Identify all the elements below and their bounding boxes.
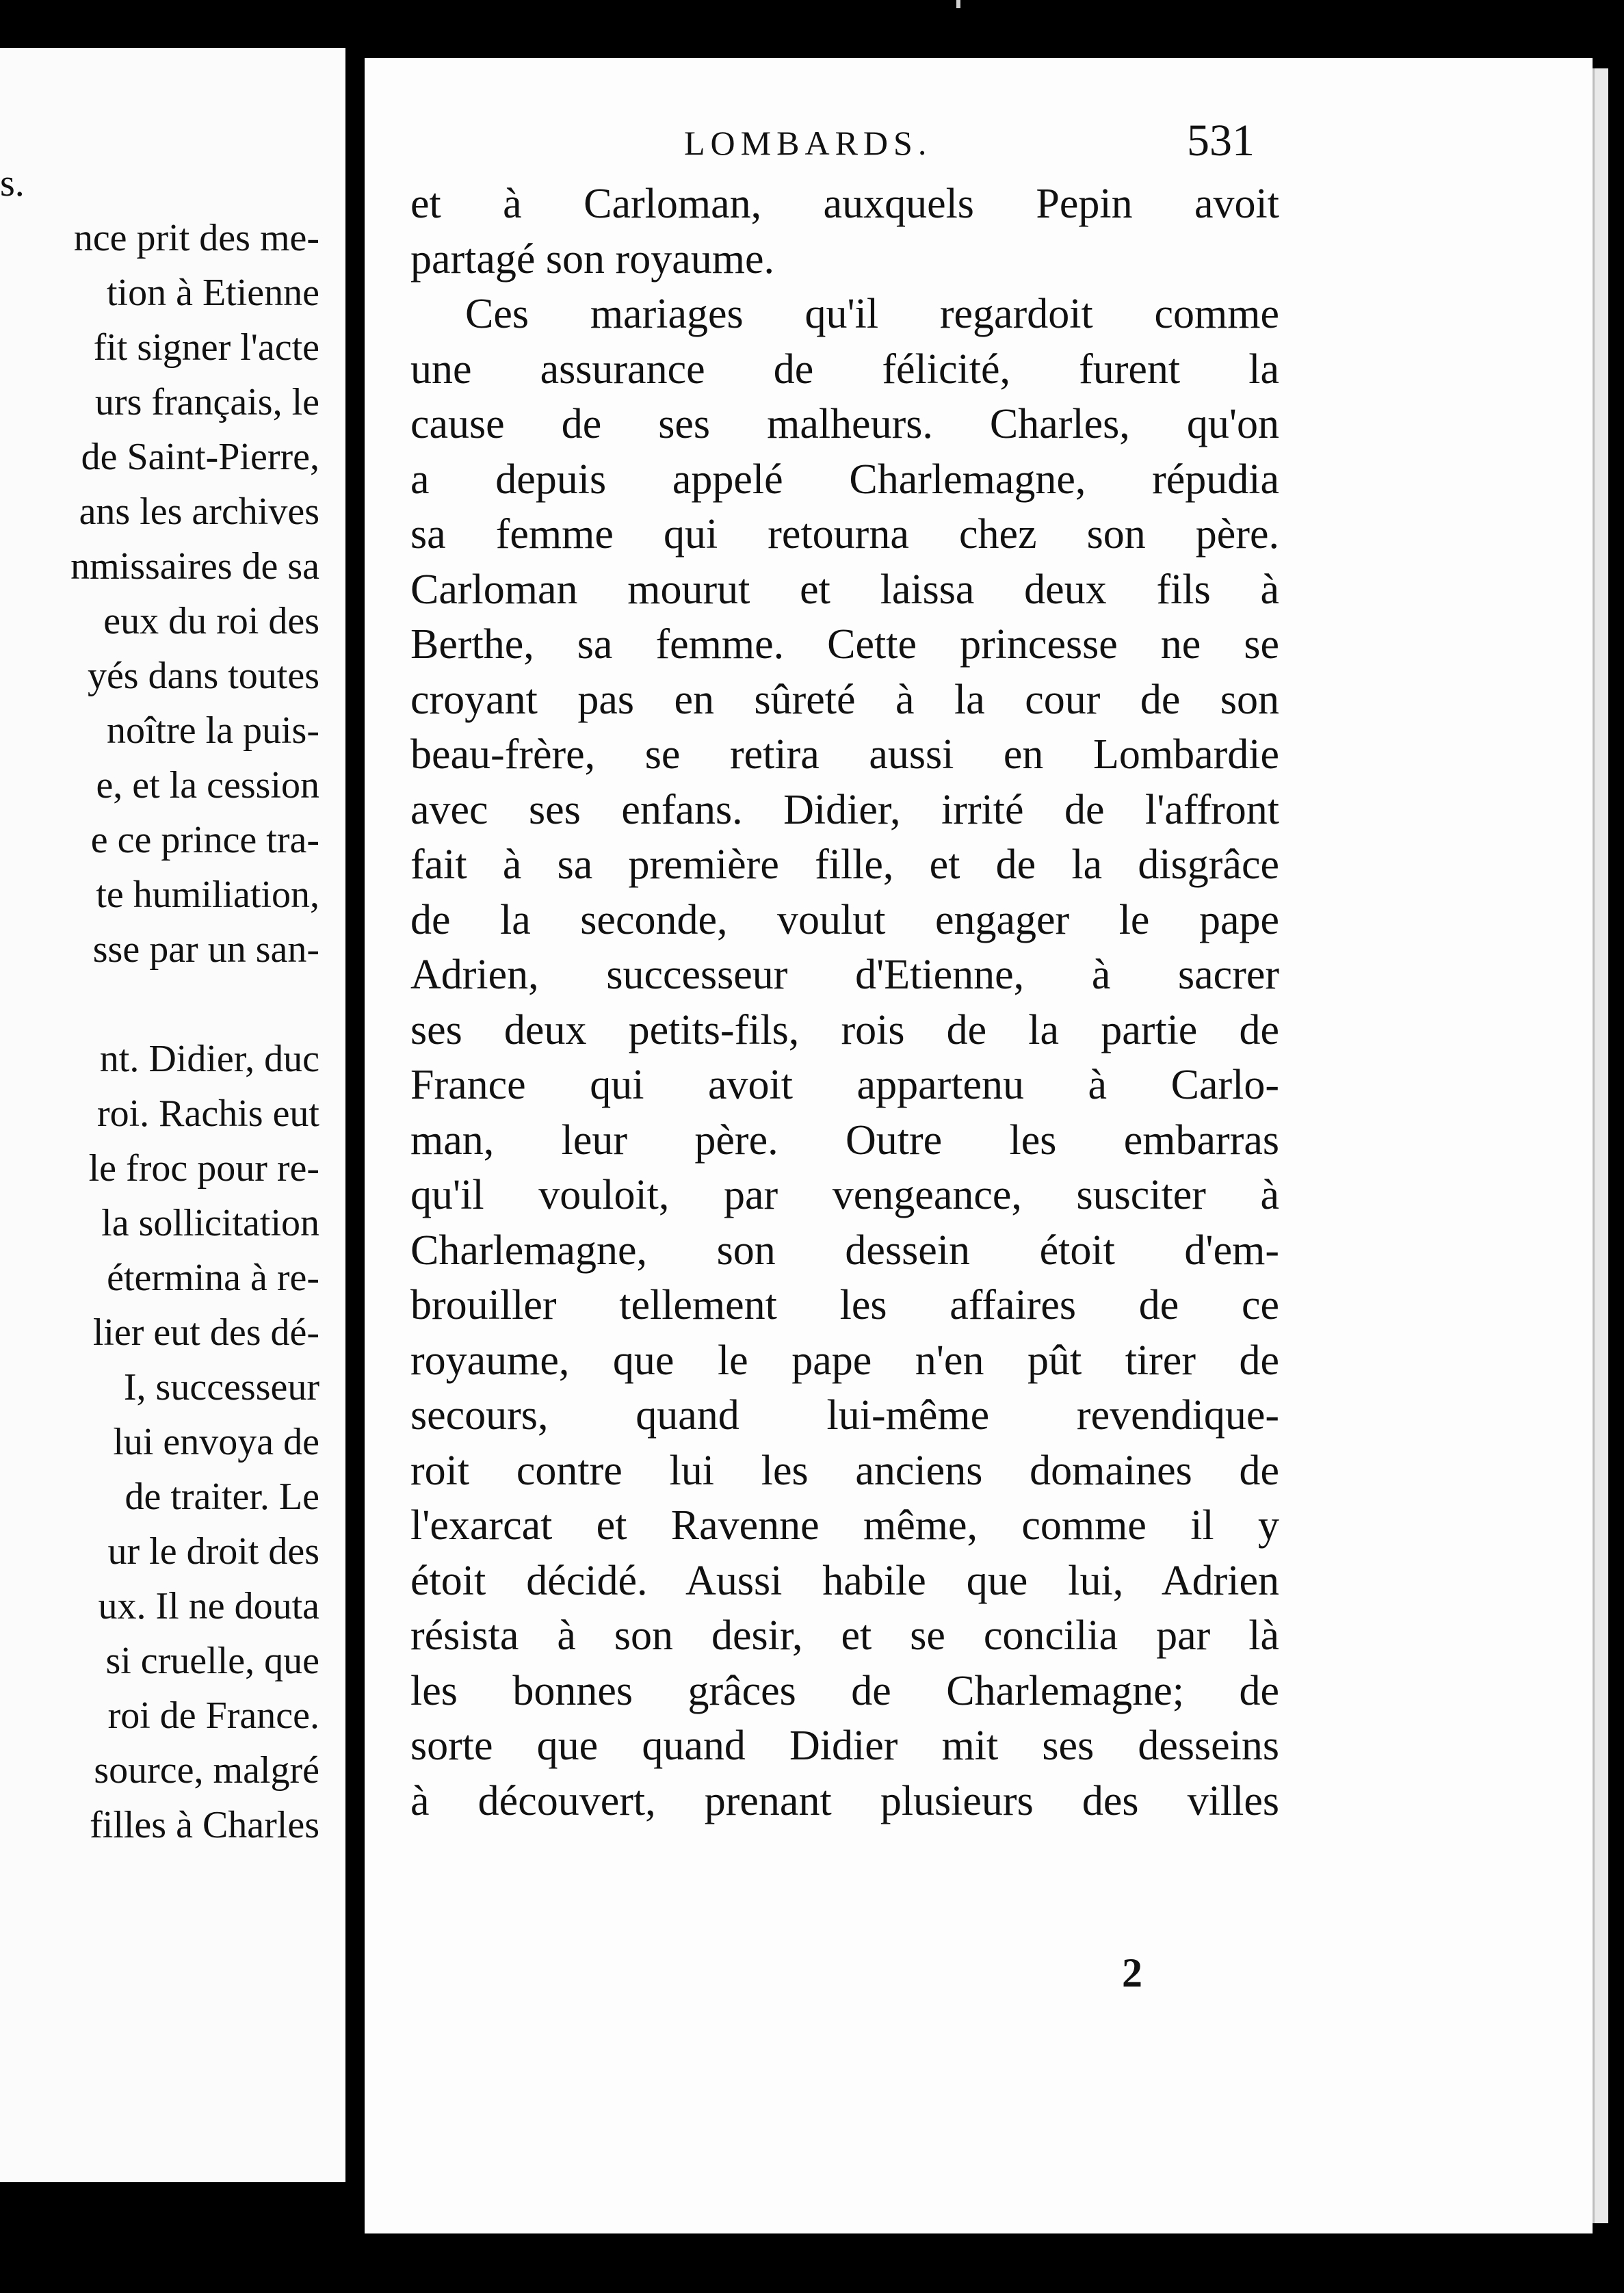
text-line: partagé son royaume.	[410, 235, 774, 283]
text-line: Adrien, successeur d'Etienne, à sacrer	[410, 952, 1279, 998]
left-page-line: la sollicitation	[101, 1202, 319, 1244]
left-page-line: lier eut des dé-	[92, 1311, 319, 1354]
left-page-line: fit signer l'acte	[93, 326, 319, 369]
text-line: roit contre lui les anciens domaines de	[410, 1447, 1279, 1494]
left-page-line: tion à Etienne	[106, 272, 319, 314]
left-page-line: e, et la cession	[96, 764, 319, 807]
text-line: de la seconde, voulut engager le pape	[410, 896, 1279, 943]
running-head: LOMBARDS.	[684, 124, 932, 162]
left-page-line: ans les archives	[79, 490, 319, 533]
text-line: Ces mariages qu'il regardoit comme	[465, 291, 1279, 337]
text-line: qu'il vouloit, par vengeance, susciter à	[410, 1172, 1279, 1218]
left-page-line: de traiter. Le	[125, 1476, 319, 1518]
left-page-line: ux. Il ne douta	[98, 1585, 319, 1627]
text-line: Berthe, sa femme. Cette princesse ne se	[410, 621, 1279, 668]
text-line: l'exarcat et Ravenne même, comme il y	[410, 1502, 1279, 1549]
text-line: a depuis appelé Charlemagne, répudia	[410, 456, 1279, 503]
text-line: et à Carloman, auxquels Pepin avoit	[410, 181, 1279, 227]
left-page-line: yés dans toutes	[87, 655, 319, 697]
left-page-line: si cruelle, que	[105, 1640, 319, 1682]
left-page-line: noître la puis-	[106, 709, 319, 752]
page-number: 531	[1187, 116, 1255, 166]
left-page-line: te humiliation,	[96, 874, 319, 916]
text-line: à découvert, prenant plusieurs des villes	[410, 1777, 1279, 1824]
text-line: une assurance de félicité, furent la	[410, 345, 1279, 393]
text-line: Carloman mourut et laissa deux fils à	[410, 566, 1279, 613]
left-page-line: nce prit des me-	[73, 217, 319, 259]
left-page-line: étermina à re-	[107, 1257, 319, 1299]
left-page-line: urs français, le	[94, 381, 319, 423]
left-page-line: filles à Charles	[90, 1804, 319, 1846]
left-page-line: roi de France.	[107, 1694, 319, 1737]
left-page-line: de Saint-Pierre,	[81, 436, 319, 478]
left-page-line: source, malgré	[94, 1749, 319, 1792]
text-line: secours, quand lui-même revendique-	[410, 1392, 1279, 1439]
text-line: ses deux petits-fils, rois de la partie de	[410, 1006, 1279, 1053]
left-page-line: nmissaires de sa	[70, 545, 319, 588]
text-line: étoit décidé. Aussi habile que lui, Adrien	[410, 1557, 1279, 1604]
text-line: sorte que quand Didier mit ses desseins	[410, 1722, 1279, 1769]
left-page	[0, 48, 345, 2182]
scan-mark	[956, 0, 960, 8]
page-body-text	[410, 176, 1279, 1829]
text-line: avec ses enfans. Didier, irrité de l'affront	[410, 786, 1279, 833]
text-line: sa femme qui retourna chez son père.	[410, 511, 1279, 558]
left-page-line: eux du roi des	[103, 600, 319, 642]
signature-mark: 2	[1122, 1950, 1142, 1995]
text-line: beau-frère, se retira aussi en Lombardie	[410, 731, 1279, 778]
left-page-line: le froc pour re-	[88, 1147, 319, 1190]
book-gutter	[345, 62, 365, 2223]
text-line: brouiller tellement les affaires de ce	[410, 1282, 1279, 1328]
text-line: fait à sa première fille, et de la disgrâce	[410, 841, 1279, 888]
left-page-line: nt. Didier, duc	[99, 1038, 319, 1080]
left-page-line: roi. Rachis eut	[96, 1092, 319, 1135]
text-line: résista à son desir, et se concilia par là	[410, 1612, 1279, 1659]
text-line: les bonnes grâces de Charlemagne; de	[410, 1667, 1279, 1714]
left-page-line: sse par un san-	[92, 928, 319, 971]
left-page-line: e ce prince tra-	[90, 819, 319, 861]
text-line: croyant pas en sûreté à la cour de son	[410, 676, 1279, 723]
left-page-line: s.	[0, 162, 25, 205]
left-page-line: I, successeur	[123, 1366, 319, 1408]
text-line: man, leur père. Outre les embarras	[410, 1116, 1279, 1164]
left-page-line: lui envoya de	[113, 1421, 319, 1463]
page-edge	[1593, 68, 1608, 2223]
text-line: France qui avoit appartenu à Carlo-	[410, 1062, 1279, 1108]
text-line: Charlemagne, son dessein étoit d'em-	[410, 1227, 1279, 1274]
text-line: royaume, que le pape n'en pût tirer de	[410, 1337, 1279, 1384]
text-line: cause de ses malheurs. Charles, qu'on	[410, 401, 1279, 447]
left-page-line: ur le droit des	[107, 1530, 319, 1573]
